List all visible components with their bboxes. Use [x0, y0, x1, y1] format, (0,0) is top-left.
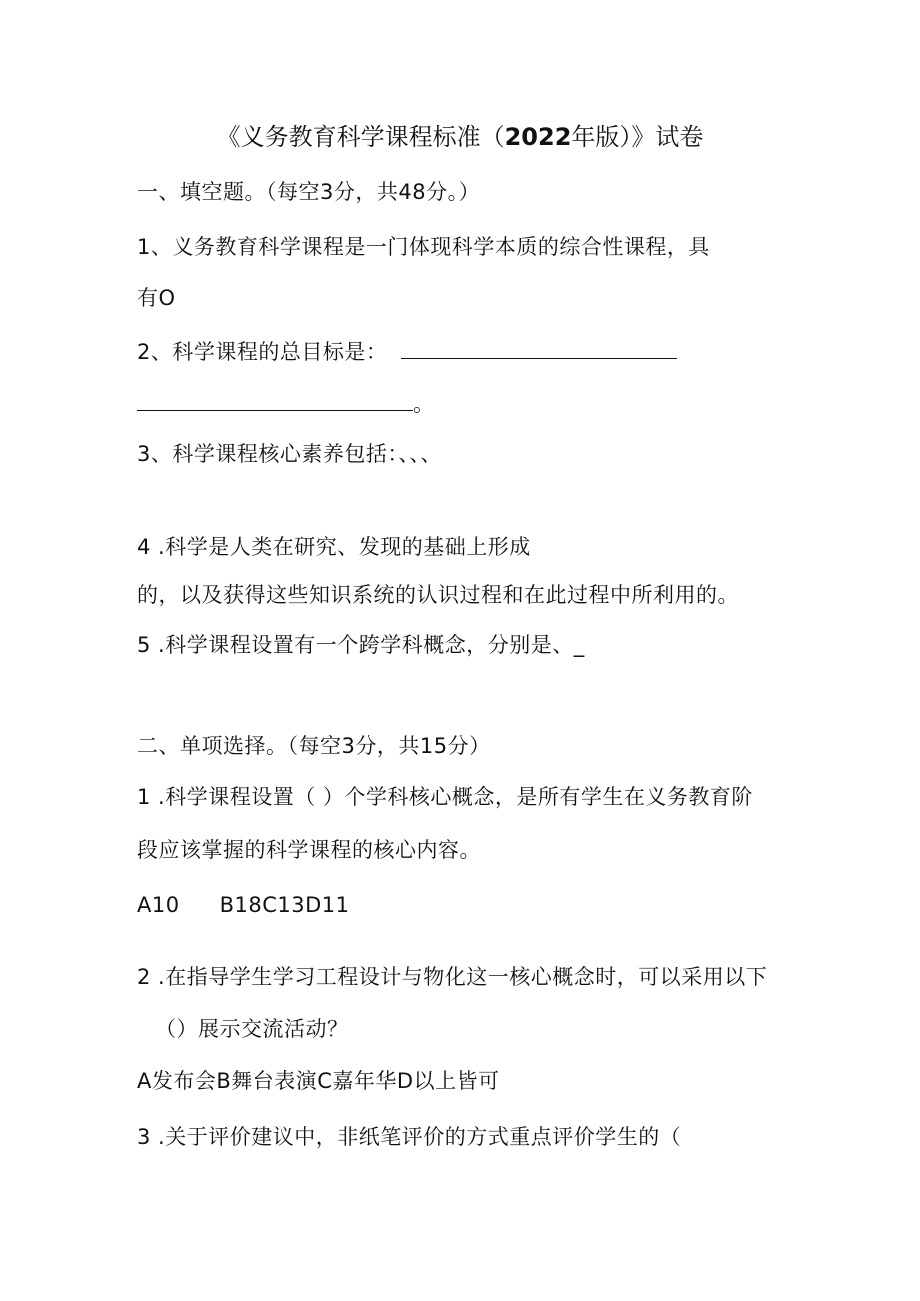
- section2-heading: 二、单项选择。（每空3分，共15分）: [137, 734, 491, 758]
- answer-blank[interactable]: [137, 392, 413, 411]
- page-title: [0, 122, 920, 152]
- s1-q3: 3、科学课程核心素养包括：、、、: [137, 442, 442, 466]
- s1-q4-line2: 的，以及获得这些知识系统的认识过程和在此过程中所利用的。: [137, 583, 739, 607]
- s2-q2-line2-text: （）展示交流活动？: [155, 1017, 349, 1041]
- s2-q1-line2: 段应该掌握的科学课程的核心内容。: [137, 838, 481, 862]
- s1-q1-line1: 1、义务教育科学课程是一门体现科学本质的综合性课程，具: [137, 235, 710, 259]
- title-suffix: 年版）》试卷: [571, 123, 704, 151]
- s1-q5: 5 .科学课程设置有一个跨学科概念，分别是、_: [137, 633, 585, 657]
- s2-q1-option-a: A10: [137, 893, 180, 917]
- s1-q2-end: 。: [413, 392, 435, 416]
- s2-q2-line2: [137, 1015, 349, 1043]
- s2-q2-line1: 2 .在指导学生学习工程设计与物化这一核心概念时，可以采用以下: [137, 965, 768, 989]
- s2-q1-line1: 1 .科学课程设置（ ）个学科核心概念，是所有学生在义务教育阶: [137, 785, 753, 809]
- s2-q2-options: A发布会B舞台表演C嘉年华D以上皆可: [137, 1069, 500, 1093]
- s2-q1-options-rest: B18C13D11: [219, 893, 350, 917]
- s1-q1-line2: 有O: [137, 286, 176, 310]
- s1-q2-line2: [137, 390, 435, 418]
- answer-blank[interactable]: [401, 340, 677, 359]
- s2-q3-line1: 3 .关于评价建议中，非纸笔评价的方式重点评价学生的（: [137, 1125, 682, 1149]
- s1-q2-label: 2、科学课程的总目标是：: [137, 340, 388, 364]
- s1-q2-line1: [137, 338, 677, 366]
- title-prefix: 《义务教育科学课程标准（: [216, 123, 505, 151]
- title-year: 2022: [504, 123, 572, 151]
- s2-q1-options: [137, 891, 350, 919]
- s1-q4-line1: 4 .科学是人类在研究、发现的基础上形成: [137, 535, 531, 559]
- section1-heading: 一、填空题。（每空3分，共48分。）: [137, 180, 481, 204]
